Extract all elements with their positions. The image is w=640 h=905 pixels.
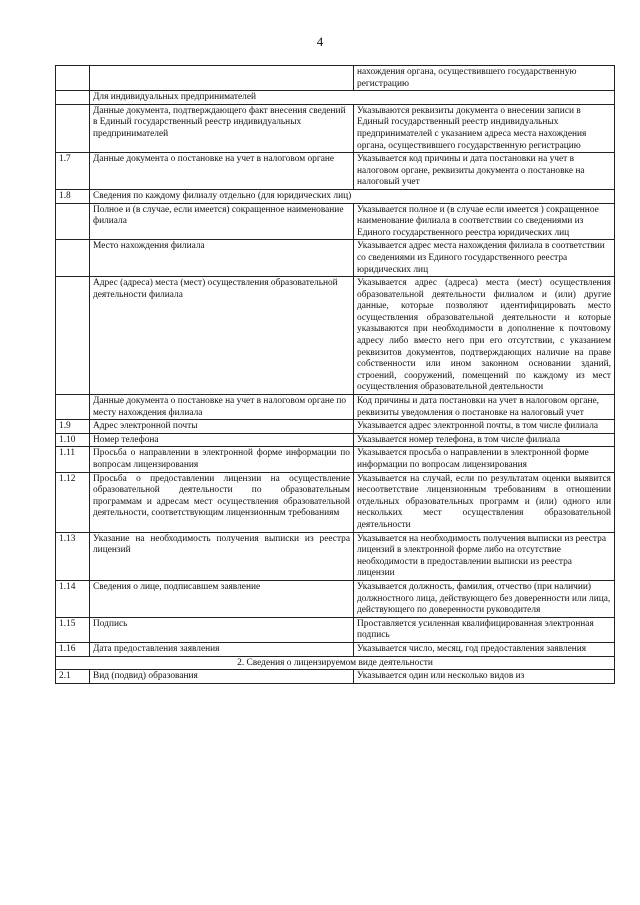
row-number — [56, 91, 90, 105]
row-number: 1.12 — [56, 472, 90, 532]
field-description: Указывается полное и (в случае если имеется ) сокращенное наименование филиала в соответствии со сведениями из Единого государственного реестра юридических лиц — [354, 203, 615, 240]
table-row — [56, 66, 615, 91]
field-name: Вид (подвид) образования — [90, 670, 354, 684]
page-number: 4 — [316, 34, 324, 49]
field-name: Дата предоставления заявления — [90, 642, 354, 656]
field-name: Полное и (в случае, если имеется) сокращенное наименование филиала — [90, 203, 354, 240]
row-number — [56, 66, 90, 91]
row-number — [56, 240, 90, 277]
field-name: Адрес электронной почты — [90, 420, 354, 434]
field-description: Указывается на необходимость получения выписки из реестра лицензий в электронной форме либо на отсутствие необходимости в предоставлении выписки из реестра лицензии — [354, 532, 615, 580]
row-number: 1.15 — [56, 617, 90, 642]
field-description: нахождения органа, осуществившего государственную регистрацию — [354, 66, 615, 91]
table-row — [56, 104, 615, 152]
table-row — [56, 433, 615, 447]
row-number: 1.11 — [56, 447, 90, 472]
section-heading: 2. Сведения о лицензируемом виде деятельности — [56, 656, 615, 670]
table-row — [56, 203, 615, 240]
table-row — [56, 472, 615, 532]
row-number: 1.13 — [56, 532, 90, 580]
group-label: Сведения по каждому филиалу отдельно (для юридических лиц) — [90, 189, 615, 203]
table-row — [56, 532, 615, 580]
field-name: Сведения о лице, подписавшем заявление — [90, 580, 354, 617]
table-row — [56, 240, 615, 277]
table-row — [56, 656, 615, 670]
field-name: Просьба о предоставлении лицензии на осуществление образовательной деятельности по образовательным программам и адресам мест осуществления образовательной деятельности, соответствующим лицензионным требованиям — [90, 472, 354, 532]
field-description: Указывается адрес места нахождения филиала в соответствии со сведениями из Единого государственного реестра юридических лиц — [354, 240, 615, 277]
table-row — [56, 447, 615, 472]
row-number: 2.1 — [56, 670, 90, 684]
field-description: Проставляется усиленная квалифицированная электронная подпись — [354, 617, 615, 642]
table-row — [56, 420, 615, 434]
field-description: Код причины и дата постановки на учет в налоговом органе, реквизиты уведомления о постановке на налоговый учет — [354, 395, 615, 420]
row-number — [56, 104, 90, 152]
field-name: Данные документа о постановке на учет в налоговом органе по месту нахождения филиала — [90, 395, 354, 420]
field-description: Указываются реквизиты документа о внесении записи в Единый государственный реестр индивидуальных предпринимателей с указанием адреса места нахождения органа, осуществившего государственную регистрацию — [354, 104, 615, 152]
subsection-label: Для индивидуальных предпринимателей — [90, 91, 615, 105]
table-row — [56, 395, 615, 420]
field-description: Указывается просьба о направлении в электронной форме информации по вопросам лицензирования — [354, 447, 615, 472]
row-number: 1.10 — [56, 433, 90, 447]
table-row — [56, 91, 615, 105]
row-number — [56, 277, 90, 395]
requirements-table — [55, 65, 615, 684]
table-row — [56, 580, 615, 617]
row-number: 1.16 — [56, 642, 90, 656]
row-number — [56, 395, 90, 420]
row-number: 1.7 — [56, 153, 90, 190]
field-description: Указывается на случай, если по результатам оценки выявится несоответствие лицензионным требованиям в отношении отдельных образовательных программ и (или) одного или нескольких мест осуществления образовательной деятельности — [354, 472, 615, 532]
field-description: Указывается адрес (адреса) места (мест) осуществления образовательной деятельности филиалом и (или) другие данные, которые позволяют идентифицировать место осуществления образовательной деятельности и которые указываются при необходимости в дополнение к почтовому адресу либо вместо него при его отсутствии, с указанием реквизитов документов, подтверждающих наличие на праве собственности или ином законном основании зданий, строений, сооружений, помещений по каждому из мест осуществления образовательной деятельности — [354, 277, 615, 395]
table-row — [56, 670, 615, 684]
field-name: Данные документа о постановке на учет в налоговом органе — [90, 153, 354, 190]
field-description: Указывается номер телефона, в том числе филиала — [354, 433, 615, 447]
field-description: Указывается адрес электронной почты, в том числе филиала — [354, 420, 615, 434]
field-description: Указывается число, месяц, год предоставления заявления — [354, 642, 615, 656]
table-row — [56, 189, 615, 203]
field-name: Указание на необходимость получения выписки из реестра лицензий — [90, 532, 354, 580]
field-name: Номер телефона — [90, 433, 354, 447]
field-description: Указывается код причины и дата постановки на учет в налоговом органе, реквизиты документа о постановке на налоговый учет — [354, 153, 615, 190]
row-number: 1.14 — [56, 580, 90, 617]
row-number: 1.8 — [56, 189, 90, 203]
table-row — [56, 277, 615, 395]
field-description: Указывается один или несколько видов из — [354, 670, 615, 684]
field-description: Указывается должность, фамилия, отчество (при наличии) должностного лица, действующего без доверенности или лица, действующего по доверенности руководителя — [354, 580, 615, 617]
table-row — [56, 642, 615, 656]
field-name: Подпись — [90, 617, 354, 642]
row-number: 1.9 — [56, 420, 90, 434]
table-row — [56, 153, 615, 190]
field-name: Адрес (адреса) места (мест) осуществления образовательной деятельности филиала — [90, 277, 354, 395]
row-number — [56, 203, 90, 240]
field-name: Просьба о направлении в электронной форме информации по вопросам лицензирования — [90, 447, 354, 472]
field-name: Данные документа, подтверждающего факт внесения сведений в Единый государственный реестр индивидуальных предпринимателей — [90, 104, 354, 152]
table-row — [56, 617, 615, 642]
field-name — [90, 66, 354, 91]
field-name: Место нахождения филиала — [90, 240, 354, 277]
